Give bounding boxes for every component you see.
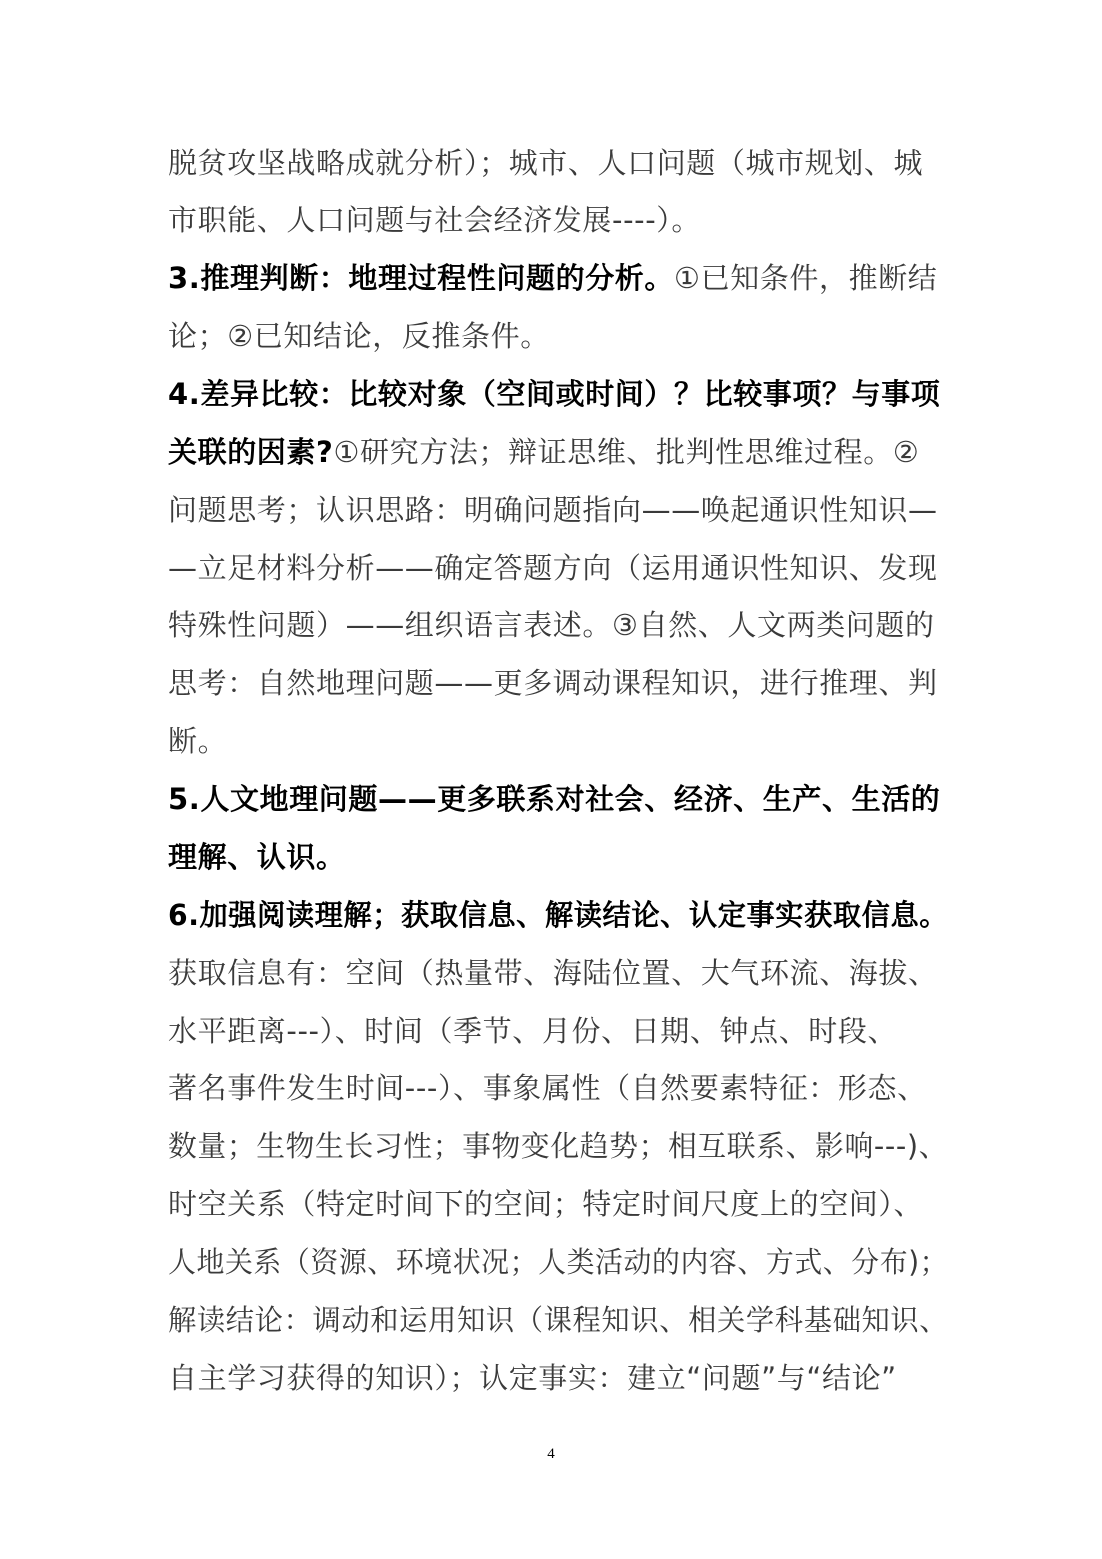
page-number: 4 <box>547 1446 555 1462</box>
text-line-17: 著名事件发生时间---）、事象属性（自然要素特征：形态、 <box>168 1071 927 1105</box>
text-line-4: 论；②已知结论，反推条件。 <box>168 319 550 353</box>
text-line-16: 水平距离---）、时间（季节、月份、日期、钟点、时段、 <box>168 1014 898 1048</box>
text-line-9: 特殊性问题）——组织语言表述。③自然、人文两类问题的 <box>168 608 935 642</box>
section-heading-5: 5.人文地理问题——更多联系对社会、经济、生产、生活的 <box>168 782 941 816</box>
text-line-20: 人地关系（资源、环境状况；人类活动的内容、方式、分布)； <box>168 1245 949 1279</box>
text-line-18: 数量；生物生长习性；事物变化趋势；相互联系、影响---)、 <box>168 1129 949 1163</box>
text-line-21: 解读结论：调动和运用知识（课程知识、相关学科基础知识、 <box>168 1303 949 1337</box>
text-line-13: 理解、认识。 <box>168 840 346 874</box>
text-line-8: —立足材料分析——确定答题方向（运用通识性知识、发现 <box>168 551 938 585</box>
section-heading-6: 6.加强阅读理解；获取信息、解读结论、认定事实获取信息。 <box>168 898 949 932</box>
text-line-15: 获取信息有：空间（热量带、海陆位置、大气环流、海拔、 <box>168 956 938 990</box>
text-line-3: 3.推理判断：地理过程性问题的分析。①已知条件，推断结 <box>168 261 938 295</box>
text-line-1: 脱贫攻坚战略成就分析）；城市、人口问题（城市规划、城 <box>168 146 924 180</box>
text-line-10: 思考：自然地理问题——更多调动课程知识，进行推理、判 <box>168 666 938 700</box>
text-line-22: 自主学习获得的知识）；认定事实：建立“问题”与“结论” <box>168 1361 897 1395</box>
text-line-12 <box>168 777 948 821</box>
text-line-7: 问题思考；认识思路：明确问题指向——唤起通识性知识— <box>168 493 938 527</box>
text-line-5 <box>168 372 948 416</box>
text-line-6: 关联的因素?①研究方法；辩证思维、批判性思维过程。② <box>168 435 920 469</box>
text-line-14 <box>168 893 949 937</box>
text-line-2: 市职能、人口问题与社会经济发展----）。 <box>168 203 701 237</box>
text-line-19: 时空关系（特定时间下的空间；特定时间尺度上的空间）、 <box>168 1187 924 1221</box>
section-heading-4: 4.差异比较：比较对象（空间或时间）？比较事项？与事项 <box>168 377 941 411</box>
text-line-11: 断。 <box>168 724 228 758</box>
section-heading-3: 3.推理判断：地理过程性问题的分析。 <box>168 261 674 295</box>
